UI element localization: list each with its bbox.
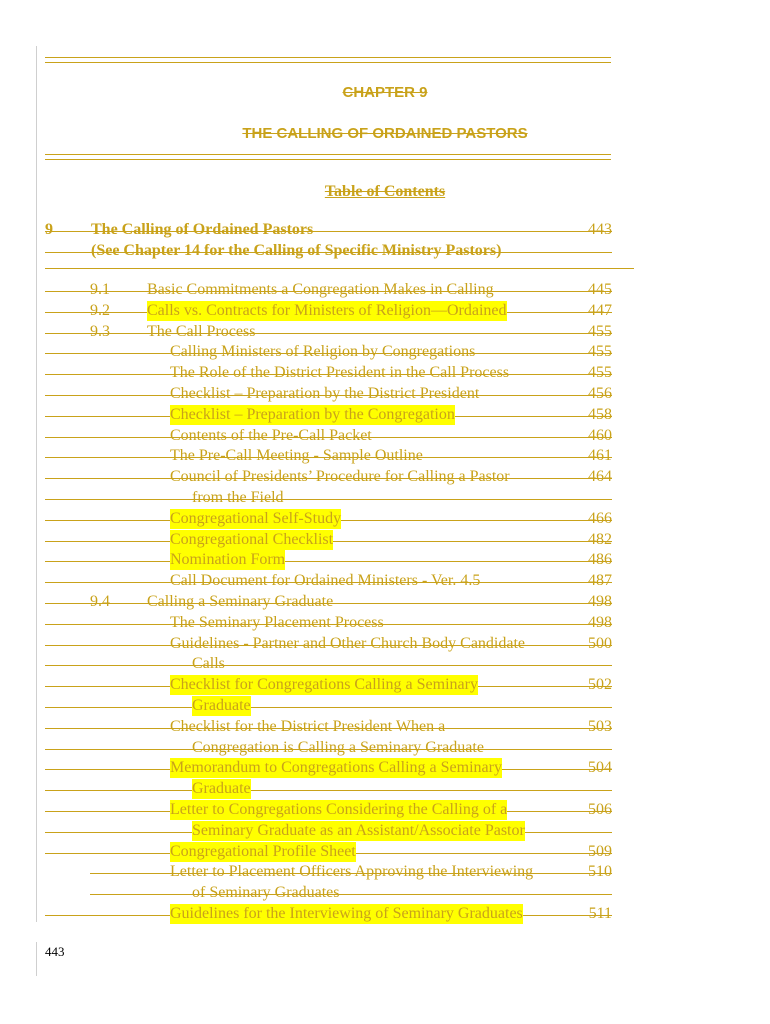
- toc-entry-title: Checklist – Preparation by the Congregation: [170, 405, 455, 423]
- chapter-label: CHAPTER 9: [342, 84, 428, 101]
- toc-entry-number: 9.2: [90, 301, 110, 319]
- strike-line: [45, 790, 612, 791]
- toc-entry[interactable]: [45, 384, 612, 404]
- toc-entry[interactable]: [45, 322, 612, 342]
- toc-entry-page: 511: [588, 905, 612, 922]
- toc-entry-title: Basic Commitments a Congregation Makes in Calling: [147, 281, 494, 298]
- toc-entry-page: 458: [588, 405, 612, 423]
- strike-line: [90, 894, 612, 895]
- toc-entry[interactable]: [45, 280, 612, 300]
- toc-entry[interactable]: [45, 530, 612, 550]
- header-rule-bottom-double: [45, 159, 611, 160]
- toc-main-entry[interactable]: [45, 220, 612, 240]
- header-rule-top: [45, 57, 611, 58]
- toc-entry-title: Letter to Placement Officers Approving the Interviewing: [170, 863, 534, 881]
- toc-entry-title: Letter to Congregations Considering the Calling of a: [170, 801, 508, 818]
- toc-entry-page: 445: [588, 281, 612, 298]
- toc-entry-page: 461: [588, 447, 612, 465]
- toc-entry-page: 466: [588, 509, 612, 527]
- toc-entry-page: 464: [588, 468, 612, 486]
- toc-entry-title: Graduate: [192, 780, 251, 798]
- toc-entry-page: 456: [588, 385, 612, 402]
- toc-entry[interactable]: [45, 342, 612, 362]
- toc-entry-title: Graduate: [192, 697, 251, 714]
- toc-entry-title: Calling Ministers of Religion by Congregations: [170, 343, 476, 361]
- footer-margin-line: [36, 942, 37, 976]
- toc-entry-title: The Seminary Placement Process: [170, 613, 384, 631]
- toc-entry-page: 455: [588, 322, 612, 340]
- toc-entry-page: 455: [588, 364, 612, 382]
- toc-entry[interactable]: [45, 675, 612, 695]
- toc-entry-title: Council of Presidents’ Procedure for Calling a Pastor: [170, 468, 510, 486]
- toc-entry-title: Checklist for the District President When a: [170, 717, 446, 735]
- toc-entry-title: Seminary Graduate as an Assistant/Associate Pastor: [192, 821, 525, 839]
- toc-entry-page: 509: [588, 842, 612, 860]
- left-margin-line: [36, 46, 37, 922]
- toc-main-title: The Calling of Ordained Pastors: [91, 221, 314, 238]
- toc-entry[interactable]: [90, 862, 612, 882]
- toc-entry[interactable]: [45, 571, 612, 591]
- strike-line: [45, 707, 612, 708]
- toc-entry[interactable]: [45, 467, 612, 487]
- toc-entry-page: 482: [588, 530, 612, 548]
- toc-entry-title: Checklist for Congregations Calling a Seminary: [170, 676, 478, 694]
- page-number: 443: [45, 944, 65, 959]
- toc-entry-number: 9.3: [90, 322, 110, 340]
- toc-entry-title: Contents of the Pre-Call Packet: [170, 426, 372, 444]
- toc-entry-page: 447: [588, 301, 612, 319]
- toc-entry-title: The Call Process: [147, 322, 256, 340]
- toc-entry[interactable]: [45, 758, 612, 778]
- toc-entry-page: 498: [588, 593, 612, 610]
- toc-entry-title: Checklist – Preparation by the District President: [170, 385, 480, 402]
- toc-entry[interactable]: [45, 842, 612, 862]
- toc-entry[interactable]: [45, 779, 612, 799]
- header-rule-top-double: [45, 62, 611, 63]
- toc-entry[interactable]: [45, 509, 612, 529]
- toc-entry-page: 510: [588, 863, 612, 881]
- header-rule-bottom: [45, 154, 611, 155]
- toc-entry-title: Guidelines for the Interviewing of Seminary Graduates: [170, 905, 523, 922]
- toc-entry[interactable]: [45, 904, 612, 924]
- strike-line: [45, 561, 612, 562]
- toc-entry-page: 460: [588, 426, 612, 444]
- toc-entry-title: Guidelines - Partner and Other Church Body Candidate: [170, 634, 526, 652]
- toc-entry-title: of Seminary Graduates: [192, 884, 340, 902]
- toc-entry-title: Memorandum to Congregations Calling a Seminary: [170, 759, 502, 777]
- toc-entry-title: Calling a Seminary Graduate: [147, 593, 334, 610]
- toc-entry-title: Calls vs. Contracts for Ministers of Religion—Ordained: [147, 301, 507, 319]
- toc-entry[interactable]: [45, 446, 612, 466]
- toc-entry-page: 455: [588, 343, 612, 361]
- toc-entry[interactable]: [45, 613, 612, 633]
- toc-entry[interactable]: [45, 550, 612, 570]
- toc-entry-page: 502: [588, 676, 612, 694]
- toc-entry-title: The Pre-Call Meeting - Sample Outline: [170, 447, 423, 465]
- toc-main-note: [45, 241, 612, 261]
- toc-entry-title: Congregation is Calling a Seminary Graduate: [192, 738, 484, 756]
- toc-entry-title: Congregational Checklist: [170, 530, 334, 548]
- toc-entry[interactable]: [45, 654, 612, 674]
- strike-line: [45, 333, 612, 334]
- toc-entry-title: The Role of the District President in the Call Process: [170, 364, 510, 382]
- toc-entry-number: 9.1: [90, 281, 110, 298]
- toc-main-page: 443: [588, 221, 612, 238]
- toc-entry[interactable]: [45, 301, 612, 321]
- toc-entry[interactable]: [45, 800, 612, 820]
- toc-entry[interactable]: [45, 592, 612, 612]
- toc-entry[interactable]: [45, 738, 612, 758]
- toc-entry[interactable]: [45, 363, 612, 383]
- toc-entry[interactable]: [45, 821, 612, 841]
- toc-entry-page: 504: [588, 759, 612, 777]
- toc-entry-title: Call Document for Ordained Ministers - Ver. 4.5: [170, 572, 481, 590]
- toc-entry-title: Congregational Profile Sheet: [170, 842, 356, 860]
- toc-entry-number: 9.4: [90, 593, 110, 610]
- toc-heading: Table of Contents: [324, 183, 446, 200]
- toc-entry-title: Congregational Self-Study: [170, 509, 342, 527]
- toc-entry[interactable]: [45, 426, 612, 446]
- strike-line: [45, 665, 612, 666]
- toc-entry[interactable]: [45, 488, 612, 508]
- toc-entry-page: 506: [588, 801, 612, 818]
- chapter-title: THE CALLING OF ORDAINED PASTORS: [242, 125, 528, 142]
- toc-entry[interactable]: [45, 634, 612, 654]
- toc-entry-page: 503: [588, 717, 612, 735]
- toc-main-note-text: (See Chapter 14 for the Calling of Specific Ministry Pastors): [91, 242, 502, 259]
- toc-entry-title: Calls: [192, 655, 225, 673]
- toc-section-rule: [45, 268, 634, 269]
- toc-entry-page: 486: [588, 551, 612, 569]
- toc-entry[interactable]: [45, 405, 612, 425]
- toc-entry-title: from the Field: [192, 489, 284, 506]
- toc-entry[interactable]: [45, 717, 612, 737]
- strike-line: [45, 499, 612, 500]
- toc-main-number: 9: [45, 221, 53, 238]
- toc-entry-title: Nomination Form: [170, 551, 286, 569]
- toc-entry-page: 487: [588, 572, 612, 590]
- toc-entry[interactable]: [90, 883, 612, 903]
- toc-entry[interactable]: [45, 696, 612, 716]
- toc-entry-page: 500: [588, 634, 612, 652]
- toc-entry-page: 498: [588, 613, 612, 631]
